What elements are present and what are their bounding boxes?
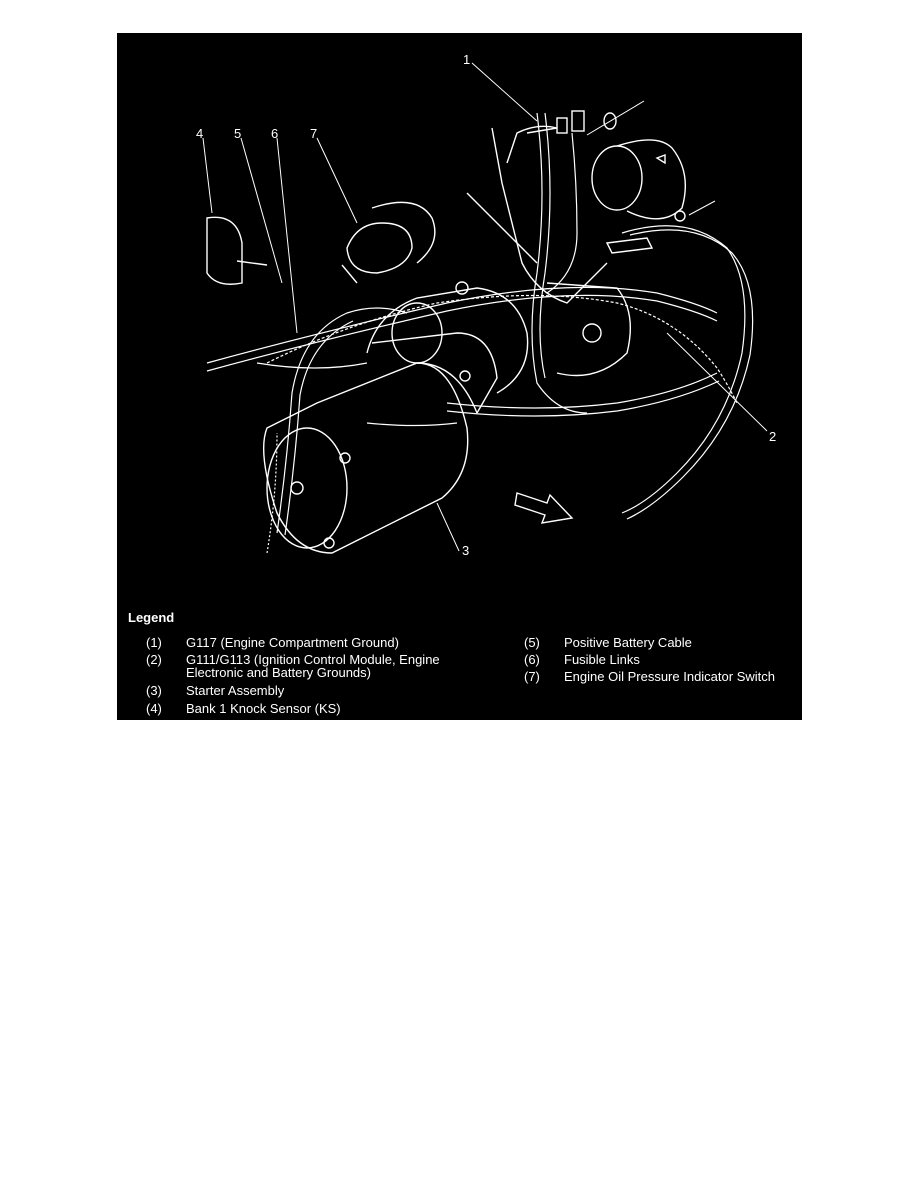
legend-text: Engine Oil Pressure Indicator Switch: [564, 669, 775, 684]
engine-block-drawing: [467, 126, 630, 375]
callout-1: 1: [463, 52, 471, 67]
legend-number: (5): [524, 635, 540, 650]
legend-text-continued: Electronic and Battery Grounds): [186, 665, 371, 680]
legend-item-6: [524, 653, 794, 669]
legend-item-7: [524, 670, 794, 686]
diagram-figure: [117, 33, 802, 720]
wiring-harness-drawing: [207, 113, 753, 553]
solenoid-drawing: [367, 282, 528, 393]
legend-text: Fusible Links: [564, 652, 640, 667]
front-arrow-drawing: [515, 493, 572, 523]
legend-text: Starter Assembly: [186, 683, 285, 698]
legend-text: G117 (Engine Compartment Ground): [186, 635, 399, 650]
callout-6: 6: [271, 126, 279, 141]
legend-text: Positive Battery Cable: [564, 635, 692, 650]
legend-number: (4): [146, 701, 162, 716]
sensor-drawing: [592, 140, 685, 253]
legend-number: (6): [524, 652, 540, 667]
knock-sensor-drawing: [207, 217, 267, 284]
legend-item-1: [146, 636, 476, 652]
callout-7: 7: [310, 126, 318, 141]
legend-number: (2): [146, 652, 162, 667]
legend-number: (3): [146, 683, 162, 698]
legend-text: Bank 1 Knock Sensor (KS): [186, 701, 341, 716]
callout-3: 3: [462, 543, 470, 558]
engine-wiring-illustration: [117, 33, 802, 613]
legend-item-4: [146, 702, 476, 718]
legend-text: G111/G113 (Ignition Control Module, Engine: [186, 652, 440, 667]
callout-4: 4: [196, 126, 204, 141]
oil-switch-drawing: [342, 202, 435, 283]
legend-item-5: [524, 636, 794, 652]
callout-5: 5: [234, 126, 242, 141]
legend-number: (7): [524, 669, 540, 684]
legend-item-2: [146, 653, 476, 683]
ground-bolt-drawing: [527, 111, 616, 133]
legend-item-3: [146, 684, 476, 700]
legend-number: (1): [146, 635, 162, 650]
legend-title: Legend: [128, 610, 175, 625]
callout-2: 2: [769, 429, 777, 444]
